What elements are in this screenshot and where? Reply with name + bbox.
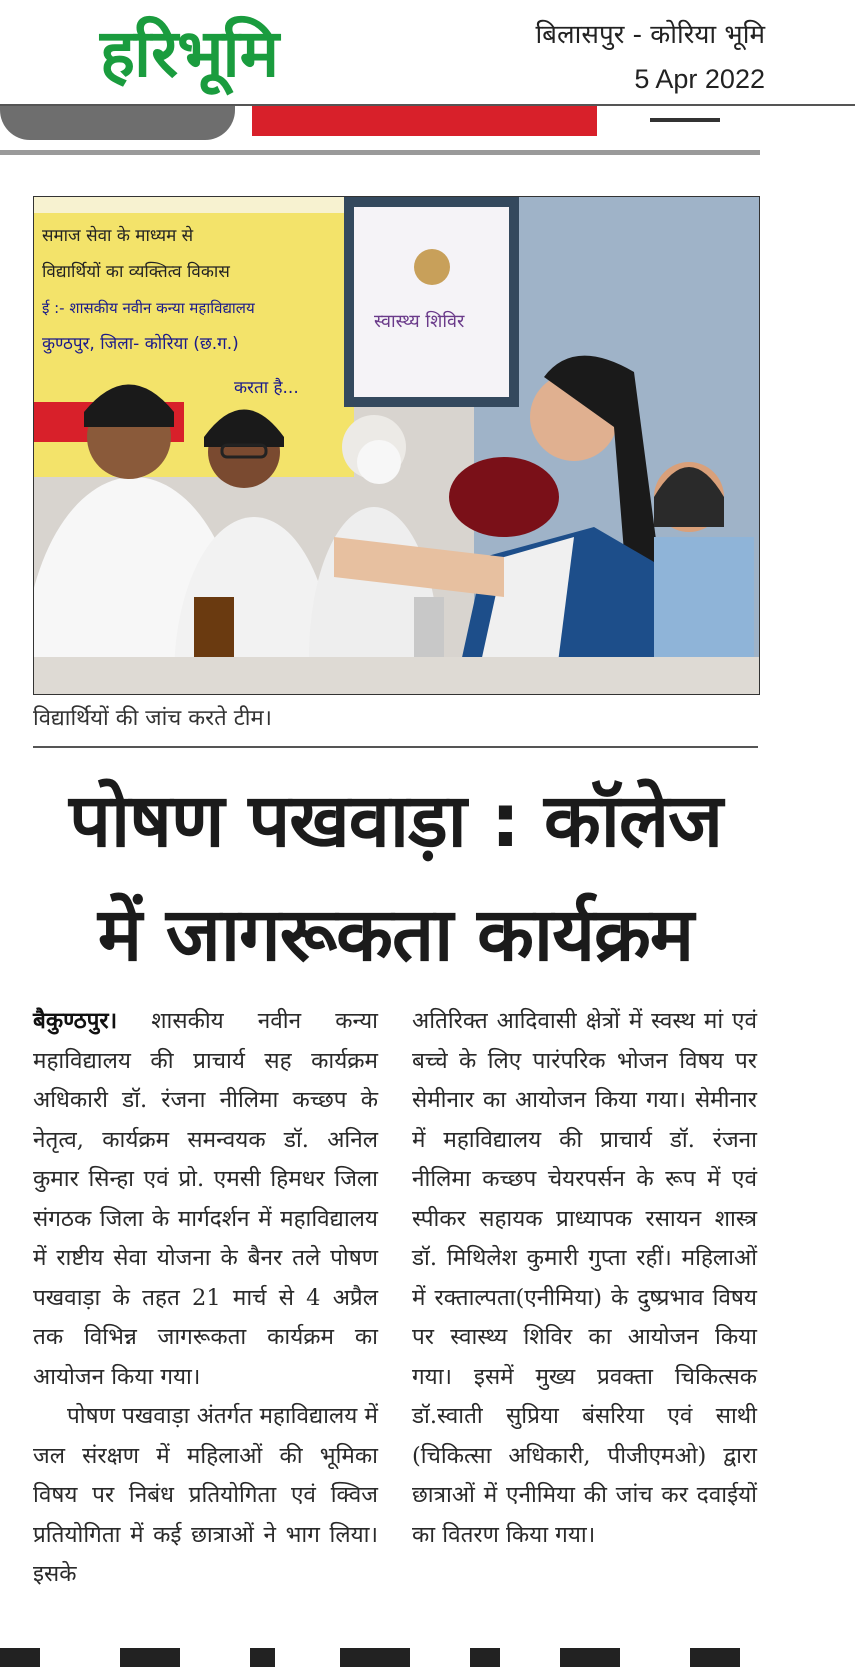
- banner-line: करता है...: [234, 378, 299, 398]
- edition-name: बिलासपुर - कोरिया भूमि: [535, 20, 765, 50]
- cropped-next-headline: [0, 1648, 855, 1667]
- article-paragraph: अतिरिक्त आदिवासी क्षेत्रों में स्वस्थ मां एवं बच्चे के लिए पारंपरिक भोजन विषय पर सेमीनार का आयोजन किया गया। सेमीनार में महाविद्यालय की प्राचार्य डॉ. रंजना नीलिमा कच्छप चेयरपर्सन के रूप में एवं स्पीकर सहायक प्राध्यापक रसायन शास्त्र डॉ. मिथिलेश कुमारी गुप्ता रहीं। महिलाओं में रक्ताल्पता(एनीमिया) के दुष्प्रभाव विषय पर स्वास्थ्य शिविर का आयोजन किया गया। इसमें मुख्य प्रवक्ता चिकित्सक डॉ.स्वाती सुप्रिया बंसरिया एवं साथी (चिकित्सा अधिकारी, पीजीएमओ) द्वारा छात्राओं में एनीमिया की जांच कर दवाईयों का वितरण किया गया।: [412, 1008, 757, 1548]
- newspaper-logo: हरिभूमि: [100, 15, 279, 92]
- photo-caption: विद्यार्थियों की जांच करते टीम।: [33, 706, 272, 731]
- article-column-left: [33, 1002, 378, 1595]
- headline-line-1: पोषण पखवाड़ा : कॉलेज: [68, 778, 723, 864]
- dateline: बैकुण्ठपुर।: [33, 1008, 118, 1034]
- cropped-previous-headline: [0, 106, 760, 156]
- cropped-red-banner: [252, 106, 597, 136]
- cropped-grey-block: [0, 106, 235, 140]
- masthead: [0, 0, 855, 104]
- headline-line-2: में जागरूकता कार्यक्रम: [97, 892, 694, 978]
- article-paragraph: [33, 1002, 378, 1397]
- section-divider: [0, 150, 760, 155]
- banner-line: ई :- शासकीय नवीन कन्या महाविद्यालय: [42, 299, 255, 317]
- publication-date: 5 Apr 2022: [634, 64, 765, 94]
- banner-line: कुण्ठपुर, जिला- कोरिया (छ.ग.): [42, 334, 239, 354]
- caption-divider: [33, 746, 758, 748]
- article-headline: [33, 764, 758, 992]
- news-photo: [33, 196, 760, 695]
- article-column-right: [412, 1002, 757, 1555]
- paragraph-text: शासकीय नवीन कन्या महाविद्यालय की प्राचार्य सह कार्यक्रम अधिकारी डॉ. रंजना नीलिमा कच्छप के नेतृत्व, कार्यक्रम समन्वयक डॉ. अनिल कुमार सिन्हा एवं प्रो. एमसी हिमधर जिला संगठक जिला के मार्गदर्शन में महाविद्यालय में राष्टीय सेवा योजना के बैनर तले पोषण पखवाड़ा के तहत 21 मार्च से 4 अप्रैल तक विभिन्न जागरूकता कार्यक्रम का आयोजन किया गया।: [33, 1008, 378, 1390]
- article-paragraph: पोषण पखवाड़ा अंतर्गत महाविद्यालय में जल संरक्षण में महिलाओं की भूमिका विषय पर निबंध प्रतियोगिता एवं क्विज प्रतियोगिता में कई छात्राओं ने भाग लिया। इसके: [33, 1403, 378, 1587]
- screen-text: स्वास्थ्य शिविर: [374, 311, 465, 332]
- cropped-dash: [650, 118, 720, 122]
- banner-line: समाज सेवा के माध्यम से: [42, 226, 194, 246]
- banner-line: विद्यार्थियों का व्यक्तित्व विकास: [42, 262, 230, 282]
